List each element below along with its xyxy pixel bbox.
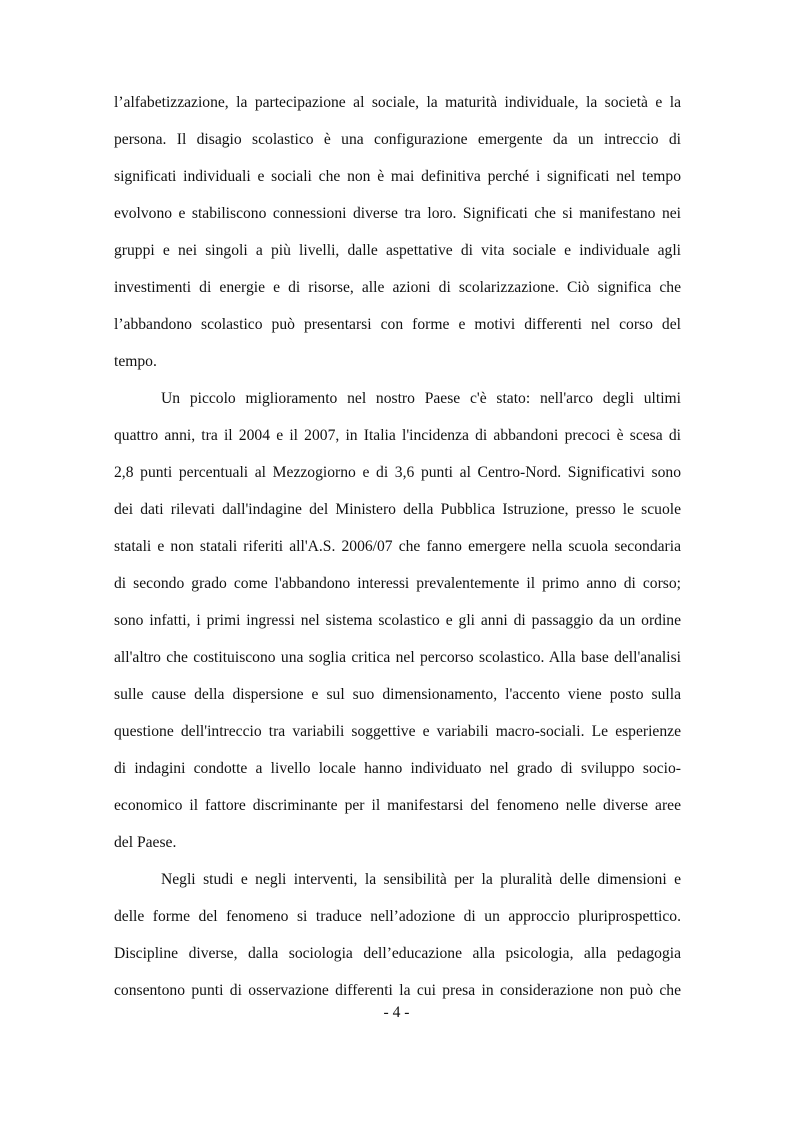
text-line: di secondo grado come l'abbandono interessi prevalentemente il primo anno di corso; bbox=[114, 575, 681, 592]
text-line: l’alfabetizzazione, la partecipazione al sociale, la maturità individuale, la società e la bbox=[114, 94, 681, 111]
text-line: Negli studi e negli interventi, la sensibilità per la pluralità delle dimensioni e bbox=[161, 871, 681, 888]
text-line: persona. Il disagio scolastico è una configurazione emergente da un intreccio di bbox=[114, 131, 681, 148]
text-line: del Paese. bbox=[114, 834, 177, 851]
text-line: investimenti di energie e di risorse, alle azioni di scolarizzazione. Ciò significa che bbox=[114, 279, 681, 296]
text-line: consentono punti di osservazione differenti la cui presa in considerazione non può che bbox=[114, 982, 681, 999]
text-line: economico il fattore discriminante per il manifestarsi del fenomeno nelle diverse aree bbox=[114, 797, 681, 814]
text-line: dei dati rilevati dall'indagine del Ministero della Pubblica Istruzione, presso le scuole bbox=[114, 501, 681, 518]
text-line: gruppi e nei singoli a più livelli, dalle aspettative di vita sociale e individuale agli bbox=[114, 242, 681, 259]
text-line: tempo. bbox=[114, 353, 157, 370]
text-line: sono infatti, i primi ingressi nel sistema scolastico e gli anni di passaggio da un ordine bbox=[114, 612, 681, 629]
text-line: questione dell'intreccio tra variabili soggettive e variabili macro-sociali. Le esperienze bbox=[114, 723, 681, 740]
text-line: statali e non statali riferiti all'A.S. 2006/07 che fanno emergere nella scuola secondaria bbox=[114, 538, 681, 555]
text-line: Discipline diverse, dalla sociologia dell’educazione alla psicologia, alla pedagogia bbox=[114, 945, 681, 962]
text-line: 2,8 punti percentuali al Mezzogiorno e di 3,6 punti al Centro-Nord. Significativi sono bbox=[114, 464, 681, 481]
text-line: di indagini condotte a livello locale hanno individuato nel grado di sviluppo socio- bbox=[114, 760, 681, 777]
page-number: - 4 - bbox=[383, 1004, 410, 1021]
text-line: all'altro che costituiscono una soglia critica nel percorso scolastico. Alla base dell'analisi bbox=[114, 649, 681, 666]
text-line: evolvono e stabiliscono connessioni diverse tra loro. Significati che si manifestano nei bbox=[114, 205, 681, 222]
text-line: delle forme del fenomeno si traduce nell’adozione di un approccio pluriprospettico. bbox=[114, 908, 681, 925]
text-line: Un piccolo miglioramento nel nostro Paese c'è stato: nell'arco degli ultimi bbox=[161, 390, 681, 407]
text-line: sulle cause della dispersione e sul suo dimensionamento, l'accento viene posto sulla bbox=[114, 686, 681, 703]
text-line: l’abbandono scolastico può presentarsi con forme e motivi differenti nel corso del bbox=[114, 316, 681, 333]
text-line: significati individuali e sociali che non è mai definitiva perché i significati nel tempo bbox=[114, 168, 681, 185]
text-line: quattro anni, tra il 2004 e il 2007, in Italia l'incidenza di abbandoni precoci è scesa di bbox=[114, 427, 681, 444]
